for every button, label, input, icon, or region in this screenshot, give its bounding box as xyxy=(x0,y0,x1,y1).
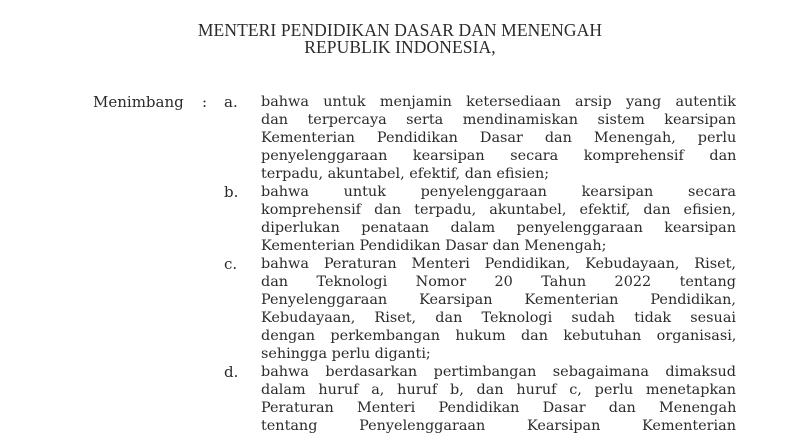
text-line: Kementerian Pendidikan Dasar dan Menengah, perlu xyxy=(261,130,737,146)
considerations-list xyxy=(224,93,736,435)
text-line: Kementerian Pendidikan Dasar dan Menengah; xyxy=(261,238,607,254)
consideration-item-d xyxy=(224,363,736,435)
item-marker: c. xyxy=(224,255,238,273)
section-label-menimbang: Menimbang xyxy=(93,93,184,111)
item-marker: b. xyxy=(224,183,239,201)
text-line: dan terpercaya serta mendinamiskan sistem kearsipan xyxy=(261,112,736,128)
text-line: bahwa untuk menjamin ketersediaan arsip yang autentik xyxy=(261,94,736,110)
text-line: sehingga perlu diganti; xyxy=(261,346,431,362)
text-line: dengan perkembangan hukum dan kebutuhan organisasi, xyxy=(261,328,737,344)
text-line: bahwa Peraturan Menteri Pendidikan, Kebudayaan, Riset, xyxy=(261,256,736,272)
item-text xyxy=(261,255,736,363)
text-line: dalam huruf a, huruf b, dan huruf c, perlu menetapkan xyxy=(261,382,737,398)
text-line: Penyelenggaraan Kearsipan Kementerian Pendidikan, xyxy=(261,292,736,308)
text-line: Peraturan Menteri Pendidikan Dasar dan Menengah xyxy=(261,400,737,416)
text-line: bahwa untuk penyelenggaraan kearsipan secara xyxy=(261,184,736,200)
text-line: penyelenggaraan kearsipan secara komprehensif dan xyxy=(261,148,737,164)
text-line: tentang Penyelenggaraan Kearsipan Kementerian xyxy=(261,418,736,434)
consideration-item-b xyxy=(224,183,736,255)
section-colon: : xyxy=(202,93,208,111)
consideration-item-c xyxy=(224,255,736,363)
text-line: dan Teknologi Nomor 20 Tahun 2022 tentang xyxy=(261,274,736,290)
text-line: diperlukan penataan dalam penyelenggaraan kearsipan xyxy=(261,220,736,236)
item-marker: a. xyxy=(224,93,238,111)
heading-minister-title: MENTERI PENDIDIKAN DASAR DAN MENENGAH xyxy=(197,20,603,40)
item-marker: d. xyxy=(224,363,239,381)
text-line: terpadu, akuntabel, efektif, dan efisien; xyxy=(261,166,550,182)
consideration-item-a xyxy=(224,93,736,183)
text-line: komprehensif dan terpadu, akuntabel, efektif, dan efisien, xyxy=(261,202,737,218)
item-text xyxy=(261,183,736,255)
item-text xyxy=(261,363,736,435)
heading-republic: REPUBLIK INDONESIA, xyxy=(304,37,496,57)
text-line: bahwa berdasarkan pertimbangan sebagaimana dimaksud xyxy=(261,364,736,380)
item-text xyxy=(261,93,736,183)
text-line: Kebudayaan, Riset, dan Teknologi sudah tidak sesuai xyxy=(261,310,736,326)
